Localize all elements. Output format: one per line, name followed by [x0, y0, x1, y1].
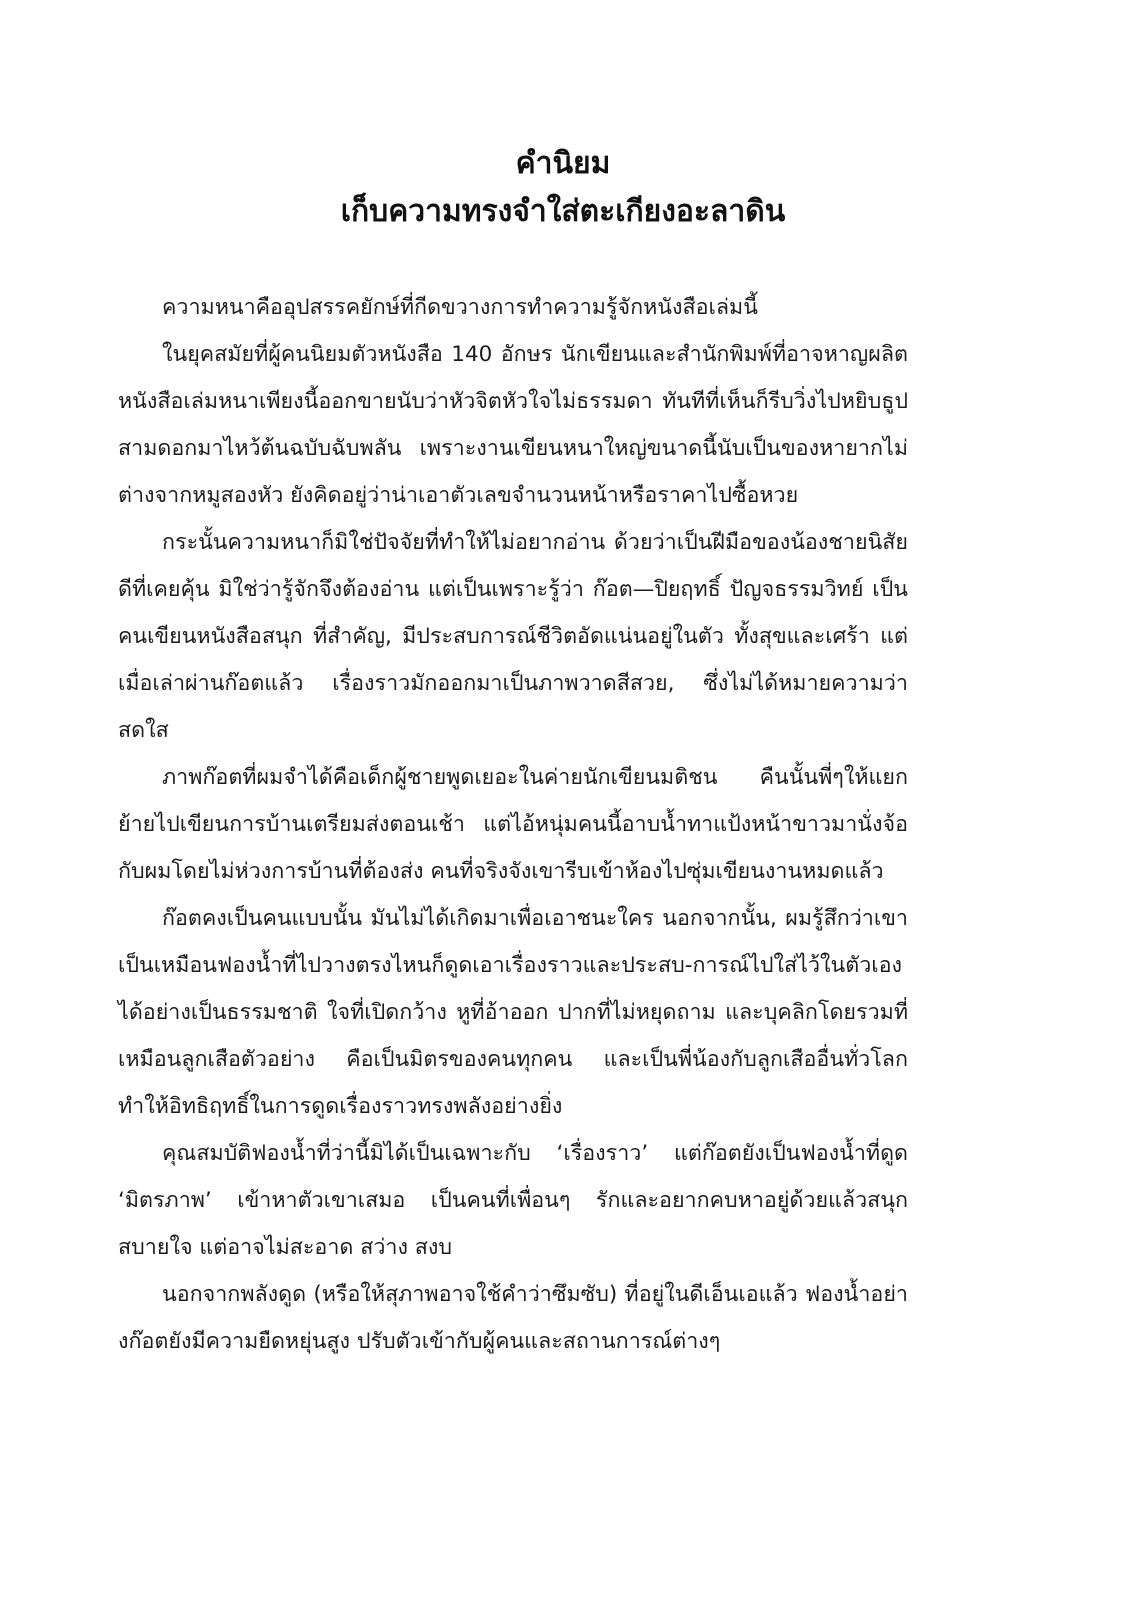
paragraph-7: นอกจากพลังดูด (หรือให้สุภาพอาจใช้คำว่าซึมซับ) ที่อยู่ในดีเอ็นเอแล้ว ฟองน้ำอย่างก๊อตยังมีความยืดหยุ่นสูง ปรับตัวเข้ากับผู้คนและสถานการณ์ต่างๆ: [118, 1282, 908, 1354]
body-text: [118, 284, 908, 1365]
paragraph-3: กระนั้นความหนาก็มิใช่ปัจจัยที่ทำให้ไม่อยากอ่าน ด้วยว่าเป็นฝีมือของน้องชายนิสัยดีที่เคยคุ้น มิใช่ว่ารู้จักจึงต้องอ่าน แต่เป็นเพราะรู้ว่า ก๊อต—ปิยฤทธิ์ ปัญจธรรมวิทย์ เป็นคนเขียนหนังสือสนุก ที่สำคัญ, มีประสบการณ์ชีวิตอัดแน่นอยู่ในตัว ทั้งสุขและเศร้า แต่เมื่อเล่าผ่านก๊อตแล้ว เรื่องราวมักออกมาเป็นภาพวาดสีสวย, ซึ่งไม่ได้หมายความว่าสดใส: [118, 530, 908, 743]
section-heading: คำนิยม: [515, 146, 611, 181]
paragraph-4: ภาพก๊อตที่ผมจำได้คือเด็กผู้ชายพูดเยอะในค่ายนักเขียนมติชน คืนนั้นพี่ๆให้แยกย้ายไปเขียนการบ้านเตรียมส่งตอนเช้า แต่ไอ้หนุ่มคนนี้อาบน้ำทาแป้งหน้าขาวมานั่งจ้อกับผมโดยไม่ห่วงการบ้านที่ต้องส่ง คนที่จริงจังเขารีบเข้าห้องไปซุ่มเขียนงานหมดแล้ว: [118, 765, 908, 884]
page-title: เก็บความทรงจำใส่ตะเกียงอะลาดิน: [340, 194, 786, 229]
paragraph-2: ในยุคสมัยที่ผู้คนนิยมตัวหนังสือ 140 อักษร นักเขียนและสำนักพิมพ์ที่อาจหาญผลิตหนังสือเล่มหนาเพียงนี้ออกขายนับว่าหัวจิตหัวใจไม่ธรรมดา ทันทีที่เห็นก็รีบวิ่งไปหยิบธูปสามดอกมาไหว้ต้นฉบับฉับพลัน เพราะงานเขียนหนาใหญ่ขนาดนี้นับเป็นของหายากไม่ต่างจากหมูสองหัว ยังคิดอยู่ว่าน่าเอาตัวเลขจำนวนหน้าหรือราคาไปซื้อหวย: [118, 342, 908, 508]
paragraph-6: คุณสมบัติฟองน้ำที่ว่านี้มิได้เป็นเฉพาะกับ ‘เรื่องราว’ แต่ก๊อตยังเป็นฟองน้ำที่ดูด ‘มิตรภาพ’ เข้าหาตัวเขาเสมอ เป็นคนที่เพื่อนๆ รักและอยากคบหาอยู่ด้วยแล้วสนุก สบายใจ แต่อาจไม่สะอาด สว่าง สงบ: [118, 1141, 908, 1260]
paragraph-1: ความหนาคืออุปสรรคยักษ์ที่กีดขวางการทำความรู้จักหนังสือเล่มนี้: [162, 295, 758, 320]
title-block: [0, 140, 1126, 236]
paragraph-5: ก๊อตคงเป็นคนแบบนั้น มันไม่ได้เกิดมาเพื่อเอาชนะใคร นอกจากนั้น, ผมรู้สึกว่าเขาเป็นเหมือนฟองน้ำที่ไปวางตรงไหนก็ดูดเอาเรื่องราวและประสบ-การณ์ไปใส่ไว้ในตัวเองได้อย่างเป็นธรรมชาติ ใจที่เปิดกว้าง หูที่อ้าออก ปากที่ไม่หยุดถาม และบุคลิกโดยรวมที่เหมือนลูกเสือตัวอย่าง คือเป็นมิตรของคนทุกคน และเป็นพี่น้องกับลูกเสืออื่นทั่วโลก ทำให้อิทธิฤทธิ์ในการดูดเรื่องราวทรงพลังอย่างยิ่ง: [118, 906, 908, 1119]
